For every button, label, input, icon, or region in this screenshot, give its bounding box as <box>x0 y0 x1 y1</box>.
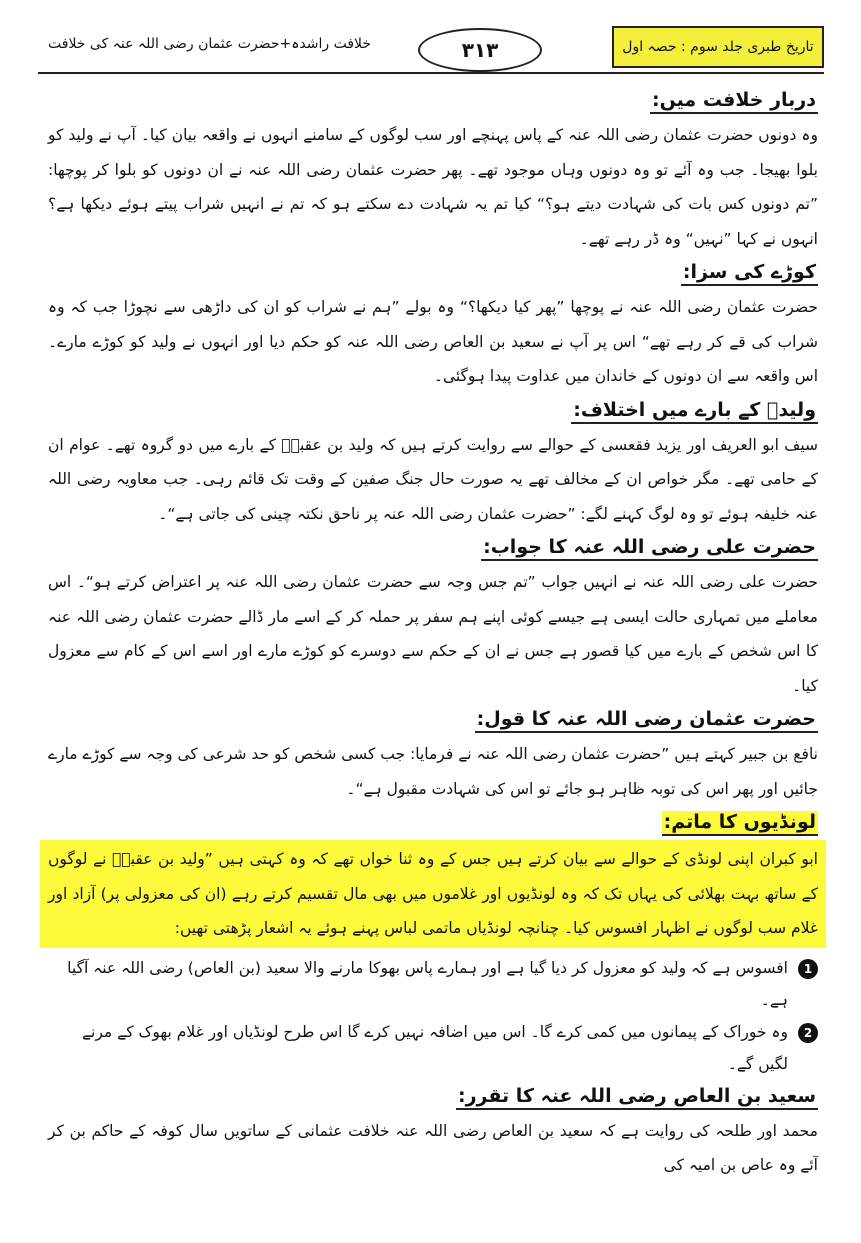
verse-item <box>48 952 818 1016</box>
section-darbar <box>48 84 818 256</box>
section-heading: ولیدؒ کے بارے میں اختلاف: <box>571 399 818 424</box>
paragraph: ابو کبران اپنی لونڈی کے حوالے سے بیان کرتے ہیں جس کے وہ ثنا خواں تھے کہ وہ کہتی ہیں ”ولید بن عقبہؓ نے لوگوں کے ساتھ بہت بھلائی کی یہاں تک کہ وہ لونڈیوں اور غلاموں میں بھی مال تقسیم کرتے رہے (ان کی معزولی پر) آزاد اور غلام سب لوگوں نے اظہار افسوس کیا۔ چنانچہ لونڈیاں ماتمی لباس پہنے ہوئے یہ اشعار پڑھتی تھیں: <box>48 850 818 937</box>
paragraph: نافع بن جبیر کہتے ہیں ”حضرت عثمان رضی اللہ عنہ نے فرمایا: جب کسی شخص کو حد شرعی کی وجہ سے کوڑے مارے جائیں اور پھر اس کی توبہ ظاہر ہو جائے تو اس کی شہادت مقبول ہے“۔ <box>48 745 818 798</box>
verse-item <box>48 1016 818 1080</box>
highlighted-heading: لونڈیوں کا ماتم: <box>662 811 818 836</box>
section-ali-reply <box>48 531 818 703</box>
verse-text: وہ خوراک کے پیمانوں میں کمی کرے گا۔ اس میں اضافہ نہیں کرے گا اس طرح لونڈیاں اور غلام بھوک کے مرنے لگیں گے۔ <box>81 1022 788 1073</box>
section-punishment <box>48 256 818 394</box>
section-heading: حضرت علی رضی اللہ عنہ کا جواب: <box>481 536 818 561</box>
section-saeed-appointment <box>48 1080 818 1183</box>
book-title-box: تاریخ طبری جلد سوم : حصہ اول <box>612 26 824 68</box>
section-disagreement <box>48 394 818 532</box>
paragraph: حضرت علی رضی اللہ عنہ نے انہیں جواب ”تم جس وجہ سے حضرت عثمان رضی اللہ عنہ پر اعتراض کرتے ہو“۔ اس معاملے میں تمہاری حالت ایسی ہے جیسے کوئی اپنے ہم سفر پر حملہ کر کے اسے مار ڈالے حضرت عثمان رضی اللہ عنہ کا اس شخص کے بارے میں کیا قصور ہے جس نے ان کے حکم سے دوسرے کو کوڑے مارے اور اسے اس کے کام سے معزول کیا۔ <box>48 573 818 695</box>
verse-text: افسوس ہے کہ ولید کو معزول کر دیا گیا ہے اور ہمارے پاس بھوکا مارنے والا سعید (بن العاص) رضی اللہ عنہ آگیا ہے۔ <box>67 958 788 1009</box>
paragraph: سیف ابو العریف اور یزید فقعسی کے حوالے سے روایت کرتے ہیں کہ ولید بن عقبہؓ کے بارے میں دو گروہ تھے۔ عوام ان کے حامی تھے۔ مگر خواص ان کے مخالف تھے یہ صورت حال جنگ صفین کے وقت تک قائم رہی۔ جب معاویہ رضی اللہ عنہ خلیفہ ہوئے تو وہ لوگ کہنے لگے: ”حضرت عثمان رضی اللہ عنہ پر ناحق نکتہ چینی کی جاتی ہے“۔ <box>48 435 818 523</box>
verse-number: 2 <box>798 1023 818 1043</box>
highlighted-passage <box>40 840 826 948</box>
section-heading: سعید بن العاص رضی اللہ عنہ کا تقرر: <box>456 1085 818 1110</box>
page-number: ۳۱۳ <box>418 28 542 72</box>
page-header <box>38 22 824 78</box>
running-title: خلافت راشدہ+حضرت عثمان رضی اللہ عنہ کی خلافت <box>48 36 372 52</box>
section-uthman-saying <box>48 703 818 806</box>
paragraph: حضرت عثمان رضی اللہ عنہ نے پوچھا ”پھر کیا دیکھا؟“ وہ بولے ”ہم نے شراب کو ان کی داڑھی سے نچوڑا جب کہ وہ شراب کی قے کر رہے تھے“ اس پر آپ نے سعید بن العاص رضی اللہ عنہ کو حکم دیا اور انہوں نے ولید کو کوڑے مارے۔ اس واقعہ سے ان دونوں کے خاندان میں عداوت پیدا ہوگئی۔ <box>48 298 818 385</box>
section-mourning <box>48 806 818 948</box>
section-heading: دربار خلافت میں: <box>650 89 818 114</box>
verse-number: 1 <box>798 959 818 979</box>
page-body <box>48 84 818 1183</box>
paragraph: محمد اور طلحہ کی روایت ہے کہ سعید بن العاص رضی اللہ عنہ خلافت عثمانی کے ساتویں سال کوفہ کے حاکم بن کر آئے وہ عاص بن امیہ کی <box>48 1121 818 1174</box>
verse-list <box>48 952 818 1080</box>
section-heading: کوڑے کی سزا: <box>681 261 818 286</box>
section-heading: حضرت عثمان رضی اللہ عنہ کا قول: <box>475 708 818 733</box>
paragraph: وہ دونوں حضرت عثمان رضی اللہ عنہ کے پاس پہنچے اور سب لوگوں کے سامنے انہوں نے واقعہ بیان کیا۔ آپ نے ولید کو بلوا بھیجا۔ جب وہ آئے تو وہ دونوں وہاں موجود تھے۔ پھر حضرت عثمان رضی اللہ عنہ نے ان دونوں کو بلوا کر پوچھا: ”تم دونوں کس بات کی شہادت دیتے ہو؟“ کیا تم یہ شہادت دے سکتے ہو کہ تم نے انہیں شراب پیتے ہوئے دیکھا ہے؟ انہوں نے کہا ”نہیں“ وہ ڈر رہے تھے۔ <box>48 126 818 248</box>
header-rule <box>38 72 824 74</box>
